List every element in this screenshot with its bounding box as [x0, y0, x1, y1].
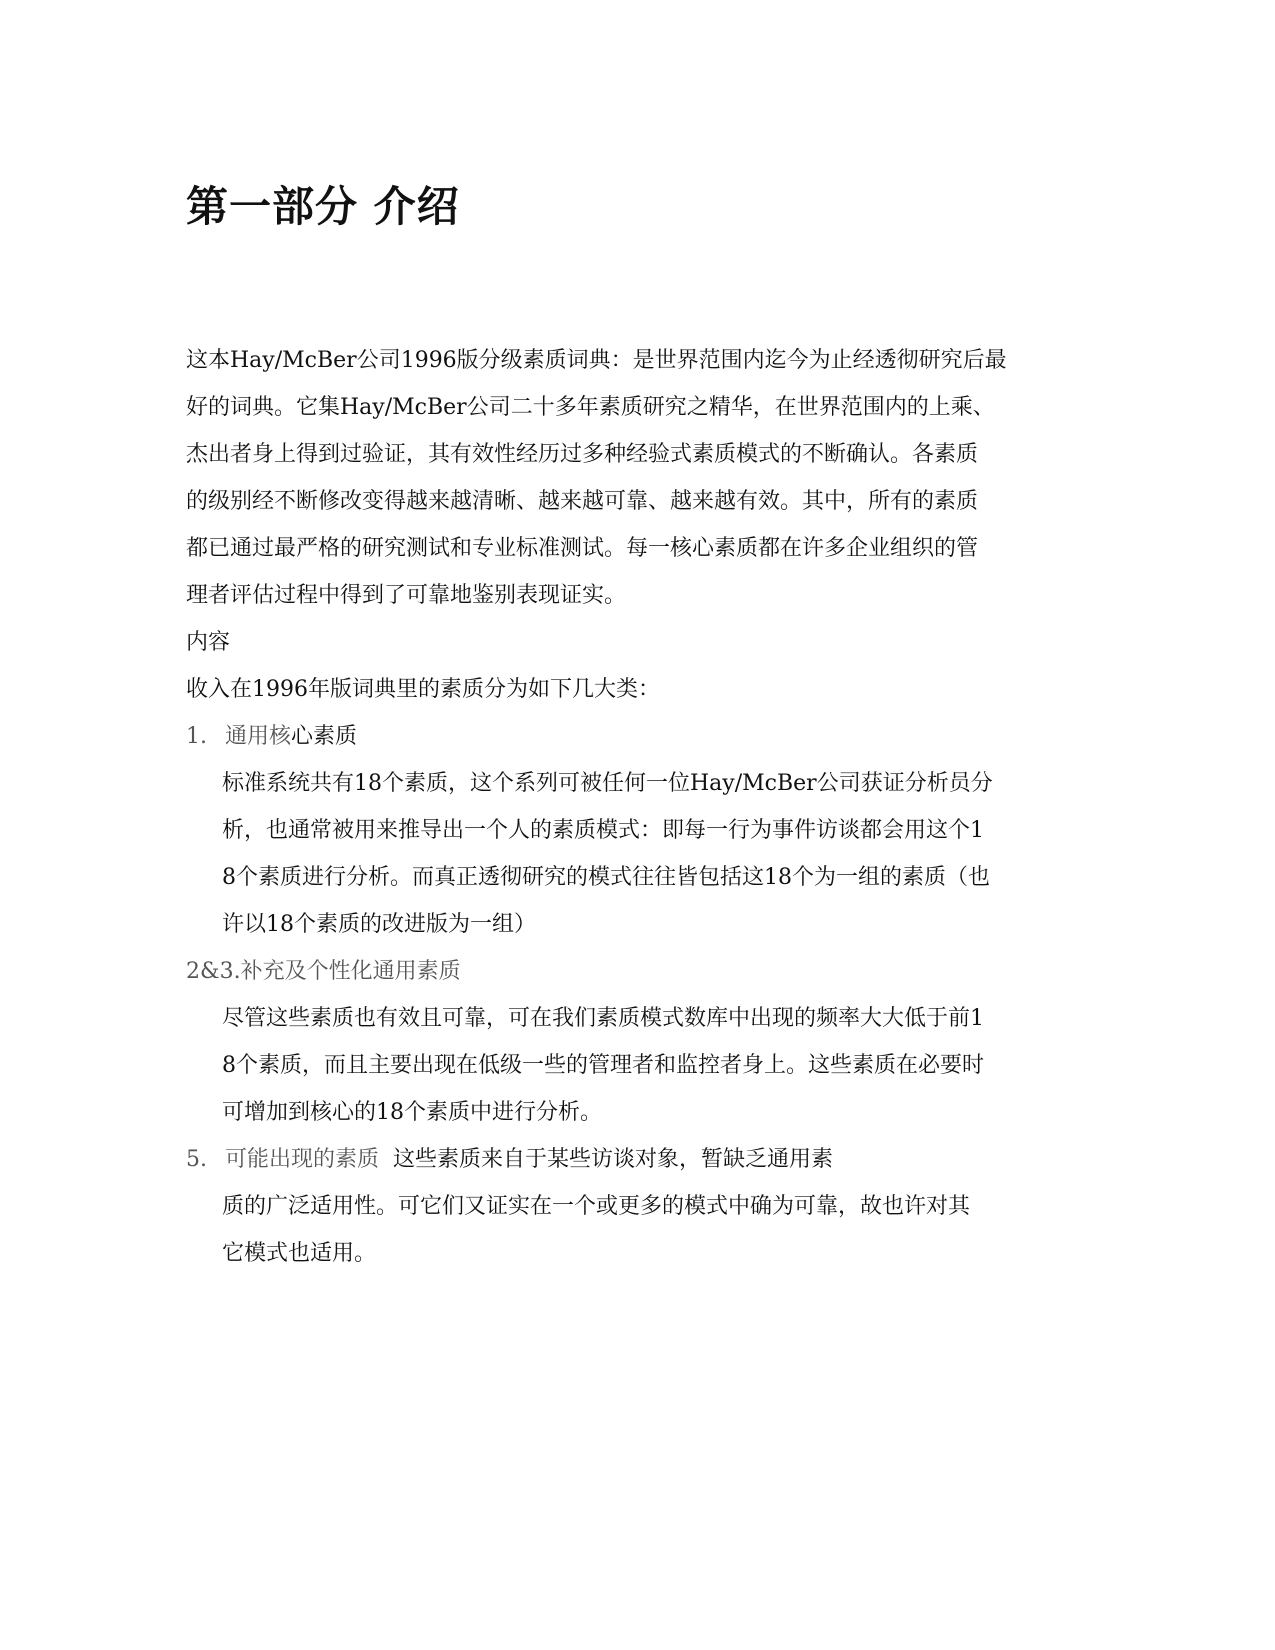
- section-5-line: 它模式也适用。: [222, 1241, 377, 1266]
- intro-line: 理者评估过程中得到了可靠地鉴别表现证实。: [186, 583, 627, 608]
- section-23-heading: 2&3.补充及个性化通用素质: [186, 959, 461, 984]
- contents-heading: 内容: [186, 630, 231, 655]
- section-1-line: 8个素质进行分析。而真正透彻研究的模式往往皆包括这18个为一组的素质（也: [222, 865, 990, 890]
- section-1-line: 析，也通常被用来推导出一个人的素质模式：即每一行为事件访谈都会用这个1: [222, 818, 984, 843]
- section-5-line: 质的广泛适用性。可它们又证实在一个或更多的模式中确为可靠，故也许对其: [222, 1194, 971, 1219]
- section-1-heading: [186, 721, 357, 753]
- section-1-label-light: 通用核: [225, 724, 292, 749]
- section-1-number: 1.: [186, 724, 207, 749]
- intro-line: 这本Hay/McBer公司1996版分级素质词典：是世界范围内迄今为止经透彻研究后最: [186, 348, 1007, 373]
- section-5-label: 可能出现的素质: [225, 1147, 380, 1172]
- page-title: 第一部分 介绍: [186, 182, 460, 231]
- section-23-line: 尽管这些素质也有效且可靠，可在我们素质模式数库中出现的频率大大低于前1: [222, 1006, 984, 1031]
- section-1-line: 许以18个素质的改进版为一组）: [222, 912, 536, 937]
- contents-intro: 收入在1996年版词典里的素质分为如下几大类：: [186, 677, 660, 702]
- intro-line: 的级别经不断修改变得越来越清晰、越来越可靠、越来越有效。其中，所有的素质: [186, 489, 979, 514]
- section-5-heading: [186, 1144, 833, 1176]
- section-1-line: 标准系统共有18个素质，这个系列可被任何一位Hay/McBer公司获证分析员分: [222, 771, 993, 796]
- section-5-first-text: 这些素质来自于某些访谈对象，暂缺乏通用素: [393, 1147, 834, 1172]
- intro-line: 杰出者身上得到过验证，其有效性经历过多种经验式素质模式的不断确认。各素质: [186, 442, 979, 467]
- section-1-label-dark: 心素质: [291, 724, 358, 749]
- section-23-line: 可增加到核心的18个素质中进行分析。: [222, 1100, 602, 1125]
- section-5-number: 5.: [186, 1147, 207, 1172]
- section-23-line: 8个素质，而且主要出现在低级一些的管理者和监控者身上。这些素质在必要时: [222, 1053, 984, 1078]
- intro-line: 都已通过最严格的研究测试和专业标准测试。每一核心素质都在许多企业组织的管: [186, 536, 979, 561]
- intro-line: 好的词典。它集Hay/McBer公司二十多年素质研究之精华，在世界范围内的上乘、: [186, 395, 995, 420]
